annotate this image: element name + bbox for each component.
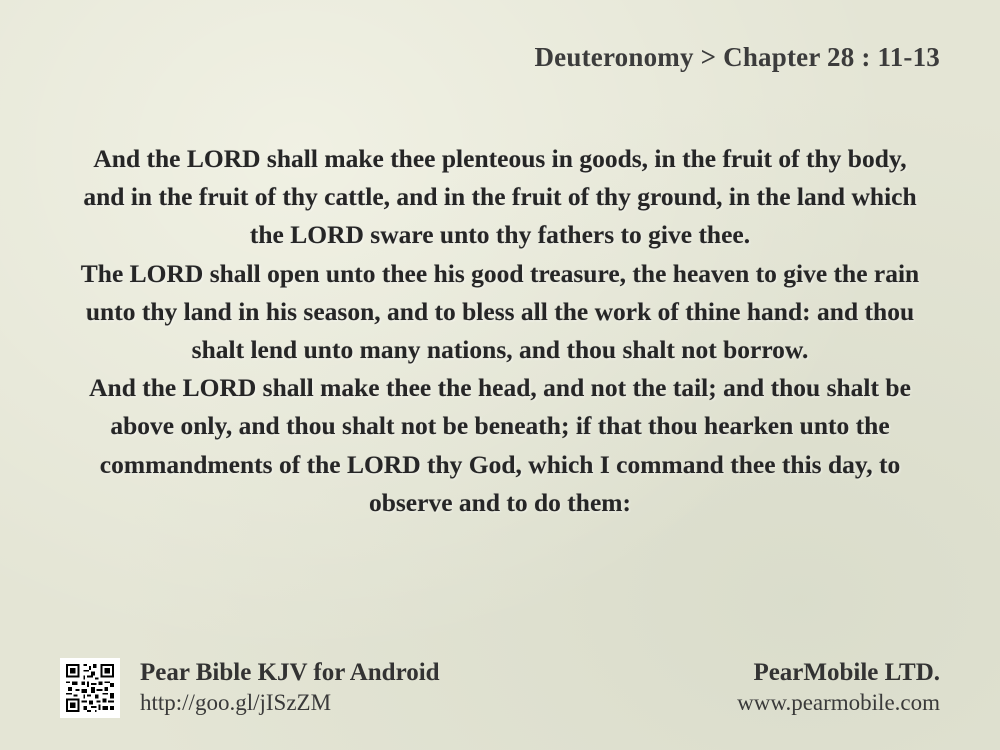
verse-13: And the LORD shall make thee the head, and not the tail; and thou shalt be above only, and thou shalt not be beneath; if that thou hearken unto the commandments of the LORD thy God, which I command thee this day, to observe and to do them: (89, 373, 911, 517)
app-name: Pear Bible KJV for Android (140, 659, 440, 686)
passage-text (80, 140, 920, 522)
website-link[interactable]: www.pearmobile.com (737, 690, 940, 715)
app-url-link[interactable]: http://goo.gl/jISzZM (140, 690, 332, 715)
company-name: PearMobile LTD. (753, 659, 940, 686)
verse-reference: Deuteronomy > Chapter 28 : 11-13 (534, 42, 940, 72)
verse-11: And the LORD shall make thee plenteous in goods, in the fruit of thy body, and in the fruit of thy cattle, and in the fruit of thy ground, in the land which the LORD sware unto thy fathers to give thee. (83, 144, 917, 250)
footer-app-info (60, 658, 440, 718)
qr-code-icon[interactable] (60, 658, 120, 718)
app-info (140, 658, 440, 718)
footer-company-info (737, 658, 940, 718)
verse-12: The LORD shall open unto thee his good treasure, the heaven to give the rain unto thy land in his season, and to bless all the work of thine hand: and thou shalt lend unto many nations, and thou shalt not borrow. (80, 258, 920, 365)
